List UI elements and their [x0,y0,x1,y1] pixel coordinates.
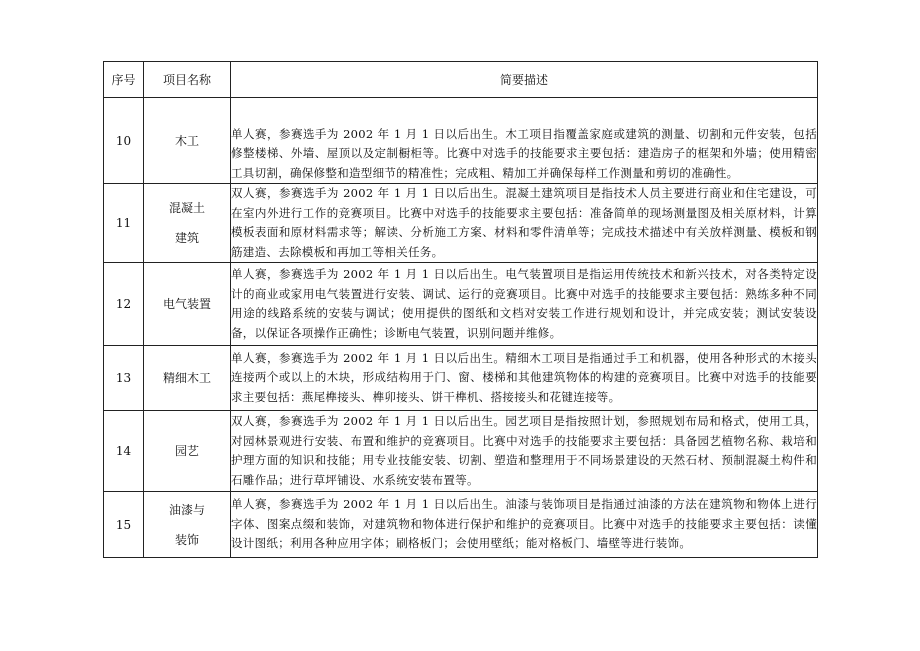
project-table [103,61,818,558]
project-name-line: 混凝土 [168,201,205,215]
row-description: 双人赛，参赛选手为 2002 年 1 月 1 日以后出生。混凝土建筑项目是指技术人员主要进行商业和住宅建设，可在室内外进行工作的竞赛项目。比赛中对选手的技能要求主要包括：准备简单的现场测量图及相关原材料，计算模板表面和原材料需求等；解读、分析施工方案、材料和零件清单等；完成技术描述中有关放样测量、模板和钢筋建造、去除模板和再加工等相关任务。 [231,184,818,263]
project-name-line: 精细木工 [162,371,211,385]
row-project-name [144,263,231,346]
table-row [104,411,818,492]
row-project-name [144,184,231,263]
project-name-line: 电气装置 [162,297,211,311]
row-description: 双人赛，参赛选手为 2002 年 1 月 1 日以后出生。园艺项目是指按照计划，参照规划布局和格式，使用工具，对园林景观进行安装、布置和维护的竞赛项目。比赛中对选手的技能要求主要包括：具备园艺植物名称、栽培和护理方面的知识和技能；用专业技能安装、切割、塑造和整理用于不同场景建设的天然石材、预制混凝土构件和石雕作品；进行草坪铺设、水系统安装布置等。 [231,411,818,492]
row-description: 单人赛，参赛选手为 2002 年 1 月 1 日以后出生。精细木工项目是指通过手工和机器，使用各种形式的木接头连接两个或以上的木块，形成结构用于门、窗、楼梯和其他建筑物体的构建的竞赛项目。比赛中对选手的技能要求主要包括：燕尾榫接头、榫卯接头、饼干榫机、搭接接头和花键连接等。 [231,346,818,411]
table-row [104,263,818,346]
table-row [104,346,818,411]
project-name-line: 建筑 [174,231,199,245]
row-project-name [144,346,231,411]
row-description: 单人赛，参赛选手为 2002 年 1 月 1 日以后出生。木工项目指覆盖家庭或建筑的测量、切割和元件安装，包括修整楼梯、外墙、屋顶以及定制橱柜等。比赛中对选手的技能要求主要包括：建造房子的框架和外墙；使用精密工具切割，确保修整和造型细节的精准性；完成粗、精加工并确保每样工作测量和剪切的准确性。 [231,98,818,184]
header-number: 序号 [104,62,144,98]
row-project-name [144,492,231,558]
table-row [104,184,818,263]
row-number: 14 [104,411,144,492]
row-project-name [144,98,231,184]
row-number: 10 [104,98,144,184]
row-project-name [144,411,231,492]
table-row [104,98,818,184]
row-number: 11 [104,184,144,263]
row-number: 12 [104,263,144,346]
project-name-line: 油漆与 [168,502,205,517]
row-number: 15 [104,492,144,558]
row-description: 单人赛，参赛选手为 2002 年 1 月 1 日以后出生。电气装置项目是指运用传统技术和新兴技术，对各类特定设计的商业或家用电气装置进行安装、调试、运行的竞赛项目。比赛中对选手的技能要求主要包括：熟练多种不同用途的线路系统的安装与调试；使用提供的图纸和文档对安装工作进行规划和设计，并完成安装；测试安装设备，以保证各项操作正确性；诊断电气装置，识别问题并维修。 [231,263,818,346]
project-name-line: 园艺 [174,444,199,458]
header-project-name: 项目名称 [144,62,231,98]
row-description: 单人赛，参赛选手为 2002 年 1 月 1 日以后出生。油漆与装饰项目是指通过油漆的方法在建筑物和物体上进行字体、图案点缀和装饰，对建筑物和物体进行保护和维护的竞赛项目。比赛中对选手的技能要求主要包括：读懂设计图纸；利用各种应用字体；刷格板门；会使用壁纸；能对格板门、墙壁等进行装饰。 [231,492,818,558]
row-number: 13 [104,346,144,411]
table-header-row [104,62,818,98]
table-row [104,492,818,558]
project-name-line: 装饰 [174,532,199,547]
project-name-line: 木工 [174,133,199,148]
header-description: 简要描述 [231,62,818,98]
